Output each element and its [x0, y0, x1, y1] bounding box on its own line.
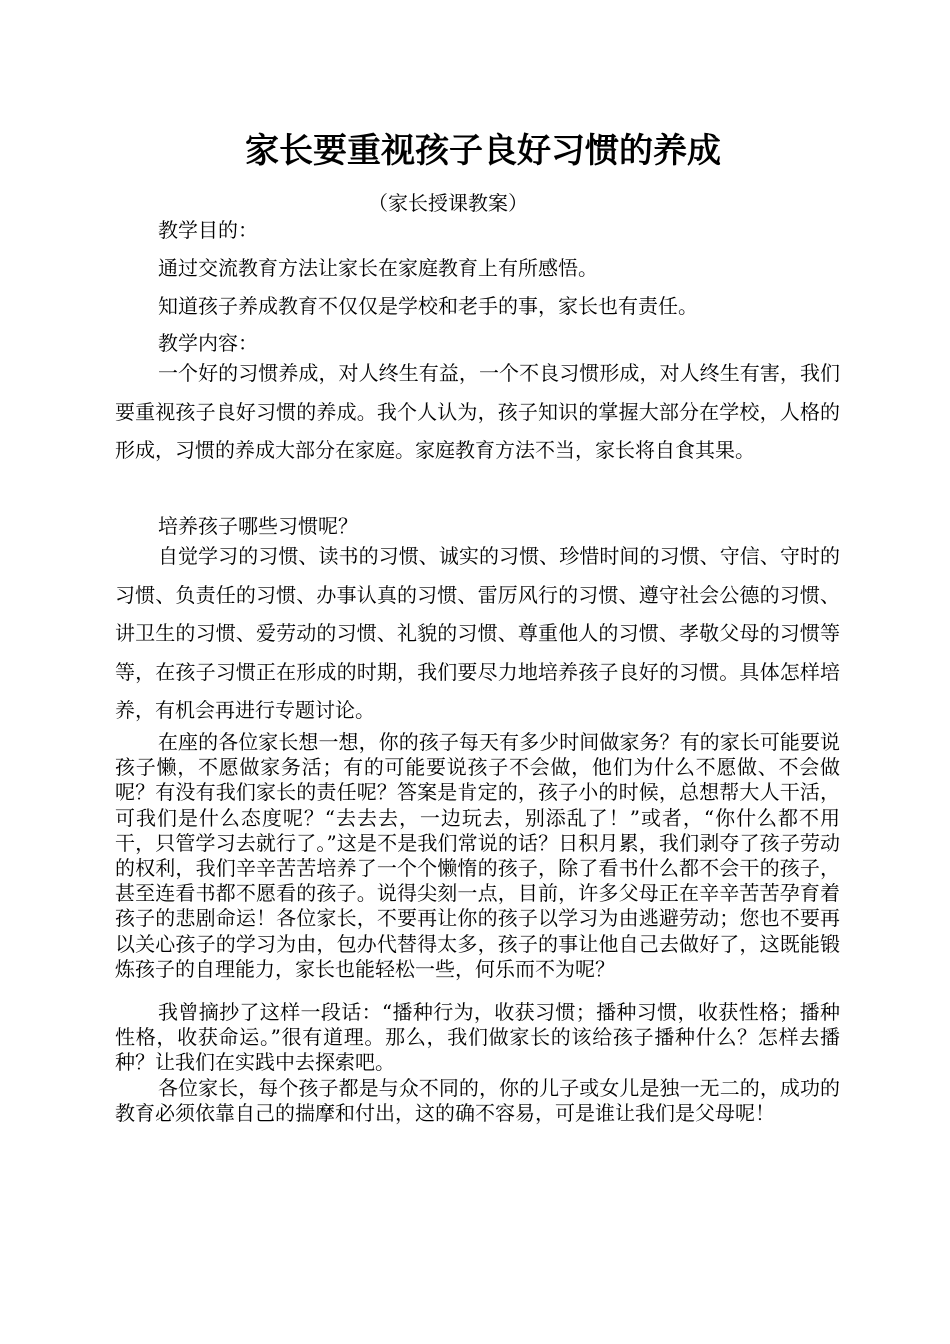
paragraph-chores: 在座的各位家长想一想，你的孩子每天有多少时间做家务？有的家长可能要说孩子懒，不愿做家务活；有的可能要说孩子不会做，他们为什么不愿做、不会做呢？有没有我们家长的责任呢？答案是肯定的，孩子小的时候，总想帮大人干活，可我们是什么态度呢？“去去去，一边玩去，别添乱了！”或者，“你什么都不用干，只管学习去就行了。”这是不是我们常说的话？日积月累，我们剥夺了孩子劳动的权利，我们辛辛苦苦培养了一个个懒惰的孩子，除了看书什么都不会干的孩子，甚至连看书都不愿看的孩子。说得尖刻一点，目前，许多父母正在辛辛苦苦孕育着孩子的悲剧命运！各位家长，不要再让你的孩子以学习为由逃避劳动；您也不要再以关心孩子的学习为由，包办代替得太多，孩子的事让他自己去做好了，这既能锻炼孩子的自理能力，家长也能轻松一些，何乐而不为呢？ — [115, 730, 840, 981]
question-habits: 培养孩子哪些习惯呢？ — [158, 514, 358, 538]
objectives-heading: 教学目的： — [158, 218, 258, 242]
document-title: 家长要重视孩子良好习惯的养成 — [245, 131, 721, 171]
paragraph-habits: 自觉学习的习惯、读书的习惯、诚实的习惯、珍惜时间的习惯、守信、守时的习惯、负责任的习惯、办事认真的习惯、雷厉风行的习惯、遵守社会公德的习惯、讲卫生的习惯、爱劳动的习惯、礼貌的习惯、尊重他人的习惯、孝敬父母的习惯等等，在孩子习惯正在形成的时期，我们要尽力地培养孩子良好的习惯。具体怎样培养，有机会再进行专题讨论。 — [115, 544, 840, 722]
document-subtitle: （家长授课教案） — [368, 191, 528, 215]
paragraph-closing: 各位家长，每个孩子都是与众不同的，你的儿子或女儿是独一无二的，成功的教育必须依靠自己的揣摩和付出，这的确不容易，可是谁让我们是父母呢！ — [115, 1076, 840, 1126]
objective-2: 知道孩子养成教育不仅仅是学校和老手的事，家长也有责任。 — [158, 294, 698, 318]
paragraph-quote: 我曾摘抄了这样一段话：“播种行为，收获习惯；播种习惯，收获性格；播种性格，收获命运。”很有道理。那么，我们做家长的该给孩子播种什么？怎样去播种？让我们在实践中去探索吧。 — [115, 1000, 840, 1075]
objective-1: 通过交流教育方法让家长在家庭教育上有所感悟。 — [158, 256, 598, 280]
content-heading: 教学内容： — [158, 331, 258, 355]
paragraph-intro: 一个好的习惯养成，对人终生有益，一个不良习惯形成，对人终生有害，我们要重视孩子良好习惯的养成。我个人认为，孩子知识的掌握大部分在学校，人格的形成，习惯的养成大部分在家庭。家庭教育方法不当，家长将自食其果。 — [115, 361, 840, 462]
